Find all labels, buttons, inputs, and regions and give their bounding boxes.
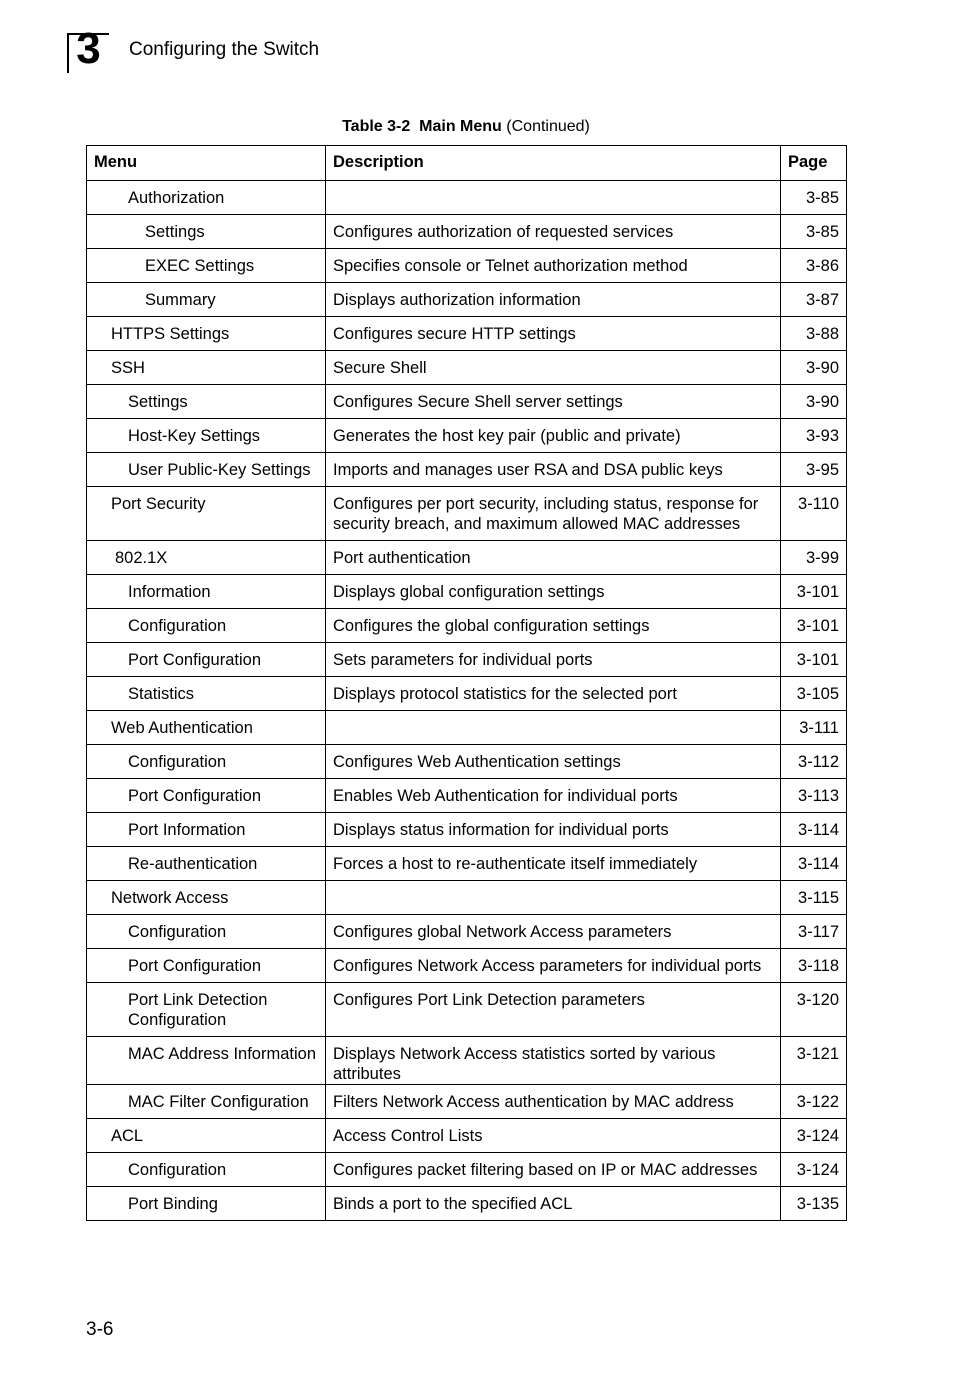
table-row (87, 575, 847, 609)
page-cell: 3-113 (781, 779, 847, 813)
page-number: 3-6 (86, 1319, 114, 1340)
menu-cell: User Public-Key Settings (87, 453, 326, 487)
page-cell: 3-110 (781, 487, 847, 541)
page-cell: 3-115 (781, 881, 847, 915)
chapter-number: 3 (76, 24, 100, 73)
page-cell: 3-121 (781, 1037, 847, 1085)
table-row (87, 1153, 847, 1187)
table-row (87, 317, 847, 351)
page-cell: 3-85 (781, 181, 847, 215)
page-cell: 3-111 (781, 711, 847, 745)
description-cell: Binds a port to the specified ACL (326, 1187, 781, 1221)
menu-cell: Port Information (87, 813, 326, 847)
column-header-description: Description (326, 146, 781, 181)
page-cell: 3-95 (781, 453, 847, 487)
description-cell: Configures Secure Shell server settings (326, 385, 781, 419)
menu-cell: Settings (87, 385, 326, 419)
page-cell: 3-88 (781, 317, 847, 351)
table-row (87, 881, 847, 915)
page-cell: 3-120 (781, 983, 847, 1037)
menu-cell: Re-authentication (87, 847, 326, 881)
table-row (87, 283, 847, 317)
description-cell: Generates the host key pair (public and private) (326, 419, 781, 453)
table-row (87, 1037, 847, 1085)
page-cell: 3-101 (781, 643, 847, 677)
table-row (87, 949, 847, 983)
table-caption-label: Table 3-2 (342, 118, 411, 135)
page-cell: 3-90 (781, 385, 847, 419)
description-cell: Displays Network Access statistics sorted by various attributes (326, 1037, 781, 1085)
page-cell: 3-112 (781, 745, 847, 779)
menu-cell: Port Security (87, 487, 326, 541)
menu-cell: Port Configuration (87, 643, 326, 677)
description-cell: Displays global configuration settings (326, 575, 781, 609)
table-body (87, 181, 847, 1221)
menu-cell: MAC Filter Configuration (87, 1085, 326, 1119)
description-cell: Forces a host to re-authenticate itself immediately (326, 847, 781, 881)
description-cell: Specifies console or Telnet authorization method (326, 249, 781, 283)
table-caption-suffix: (Continued) (506, 118, 590, 135)
page-cell: 3-114 (781, 813, 847, 847)
page-cell: 3-99 (781, 541, 847, 575)
menu-cell: SSH (87, 351, 326, 385)
menu-cell: HTTPS Settings (87, 317, 326, 351)
page-cell: 3-124 (781, 1119, 847, 1153)
table-row (87, 745, 847, 779)
menu-cell: Host-Key Settings (87, 419, 326, 453)
description-cell: Configures authorization of requested services (326, 215, 781, 249)
description-cell (326, 181, 781, 215)
page-cell: 3-105 (781, 677, 847, 711)
menu-cell: Network Access (87, 881, 326, 915)
description-cell: Imports and manages user RSA and DSA public keys (326, 453, 781, 487)
table-row (87, 643, 847, 677)
description-cell: Configures packet filtering based on IP or MAC addresses (326, 1153, 781, 1187)
chapter-title: Configuring the Switch (129, 39, 320, 60)
description-cell: Secure Shell (326, 351, 781, 385)
menu-cell: Settings (87, 215, 326, 249)
menu-cell: Summary (87, 283, 326, 317)
menu-cell: Information (87, 575, 326, 609)
menu-cell: MAC Address Information (87, 1037, 326, 1085)
description-cell: Displays protocol statistics for the selected port (326, 677, 781, 711)
table-row (87, 609, 847, 643)
description-cell: Configures Port Link Detection parameters (326, 983, 781, 1037)
table-row (87, 1119, 847, 1153)
description-cell: Configures Web Authentication settings (326, 745, 781, 779)
table-row (87, 453, 847, 487)
column-header-menu: Menu (87, 146, 326, 181)
menu-cell: Port Link Detection Configuration (87, 983, 326, 1037)
page-cell: 3-114 (781, 847, 847, 881)
table-row (87, 983, 847, 1037)
menu-cell: Configuration (87, 1153, 326, 1187)
description-cell: Configures secure HTTP settings (326, 317, 781, 351)
page-cell: 3-87 (781, 283, 847, 317)
page-cell: 3-135 (781, 1187, 847, 1221)
description-cell: Displays status information for individual ports (326, 813, 781, 847)
page-cell: 3-86 (781, 249, 847, 283)
page-cell: 3-101 (781, 575, 847, 609)
table-row (87, 249, 847, 283)
description-cell: Configures per port security, including status, response for security breach, and maximum allowed MAC addresses (326, 487, 781, 541)
table-row (87, 1187, 847, 1221)
menu-cell: Configuration (87, 609, 326, 643)
table-row (87, 215, 847, 249)
table-row (87, 813, 847, 847)
table-row (87, 419, 847, 453)
table-caption-title: Main Menu (419, 118, 502, 135)
menu-cell: 802.1X (87, 541, 326, 575)
page-cell: 3-90 (781, 351, 847, 385)
table-row (87, 487, 847, 541)
description-cell: Access Control Lists (326, 1119, 781, 1153)
page-cell: 3-85 (781, 215, 847, 249)
description-cell (326, 711, 781, 745)
description-cell: Configures the global configuration settings (326, 609, 781, 643)
description-cell: Configures global Network Access parameters (326, 915, 781, 949)
page-cell: 3-101 (781, 609, 847, 643)
menu-cell: Web Authentication (87, 711, 326, 745)
table-caption (86, 117, 846, 137)
description-cell (326, 881, 781, 915)
menu-cell: Port Configuration (87, 779, 326, 813)
main-menu-table (86, 145, 847, 1221)
page-cell: 3-117 (781, 915, 847, 949)
page-cell: 3-124 (781, 1153, 847, 1187)
table-row (87, 779, 847, 813)
table-row (87, 385, 847, 419)
menu-cell: Authorization (87, 181, 326, 215)
description-cell: Configures Network Access parameters for individual ports (326, 949, 781, 983)
column-header-page: Page (781, 146, 847, 181)
menu-cell: Configuration (87, 745, 326, 779)
menu-cell: EXEC Settings (87, 249, 326, 283)
page-cell: 3-122 (781, 1085, 847, 1119)
table-row (87, 847, 847, 881)
table-row (87, 1085, 847, 1119)
table-row (87, 711, 847, 745)
description-cell: Filters Network Access authentication by MAC address (326, 1085, 781, 1119)
description-cell: Displays authorization information (326, 283, 781, 317)
table-row (87, 915, 847, 949)
menu-cell: Port Binding (87, 1187, 326, 1221)
table-header-row (87, 146, 847, 181)
page-cell: 3-93 (781, 419, 847, 453)
table-row (87, 541, 847, 575)
menu-cell: ACL (87, 1119, 326, 1153)
menu-cell: Configuration (87, 915, 326, 949)
menu-cell: Port Configuration (87, 949, 326, 983)
table-row (87, 677, 847, 711)
description-cell: Enables Web Authentication for individual ports (326, 779, 781, 813)
table-row (87, 181, 847, 215)
table-row (87, 351, 847, 385)
description-cell: Port authentication (326, 541, 781, 575)
menu-cell: Statistics (87, 677, 326, 711)
description-cell: Sets parameters for individual ports (326, 643, 781, 677)
page-cell: 3-118 (781, 949, 847, 983)
